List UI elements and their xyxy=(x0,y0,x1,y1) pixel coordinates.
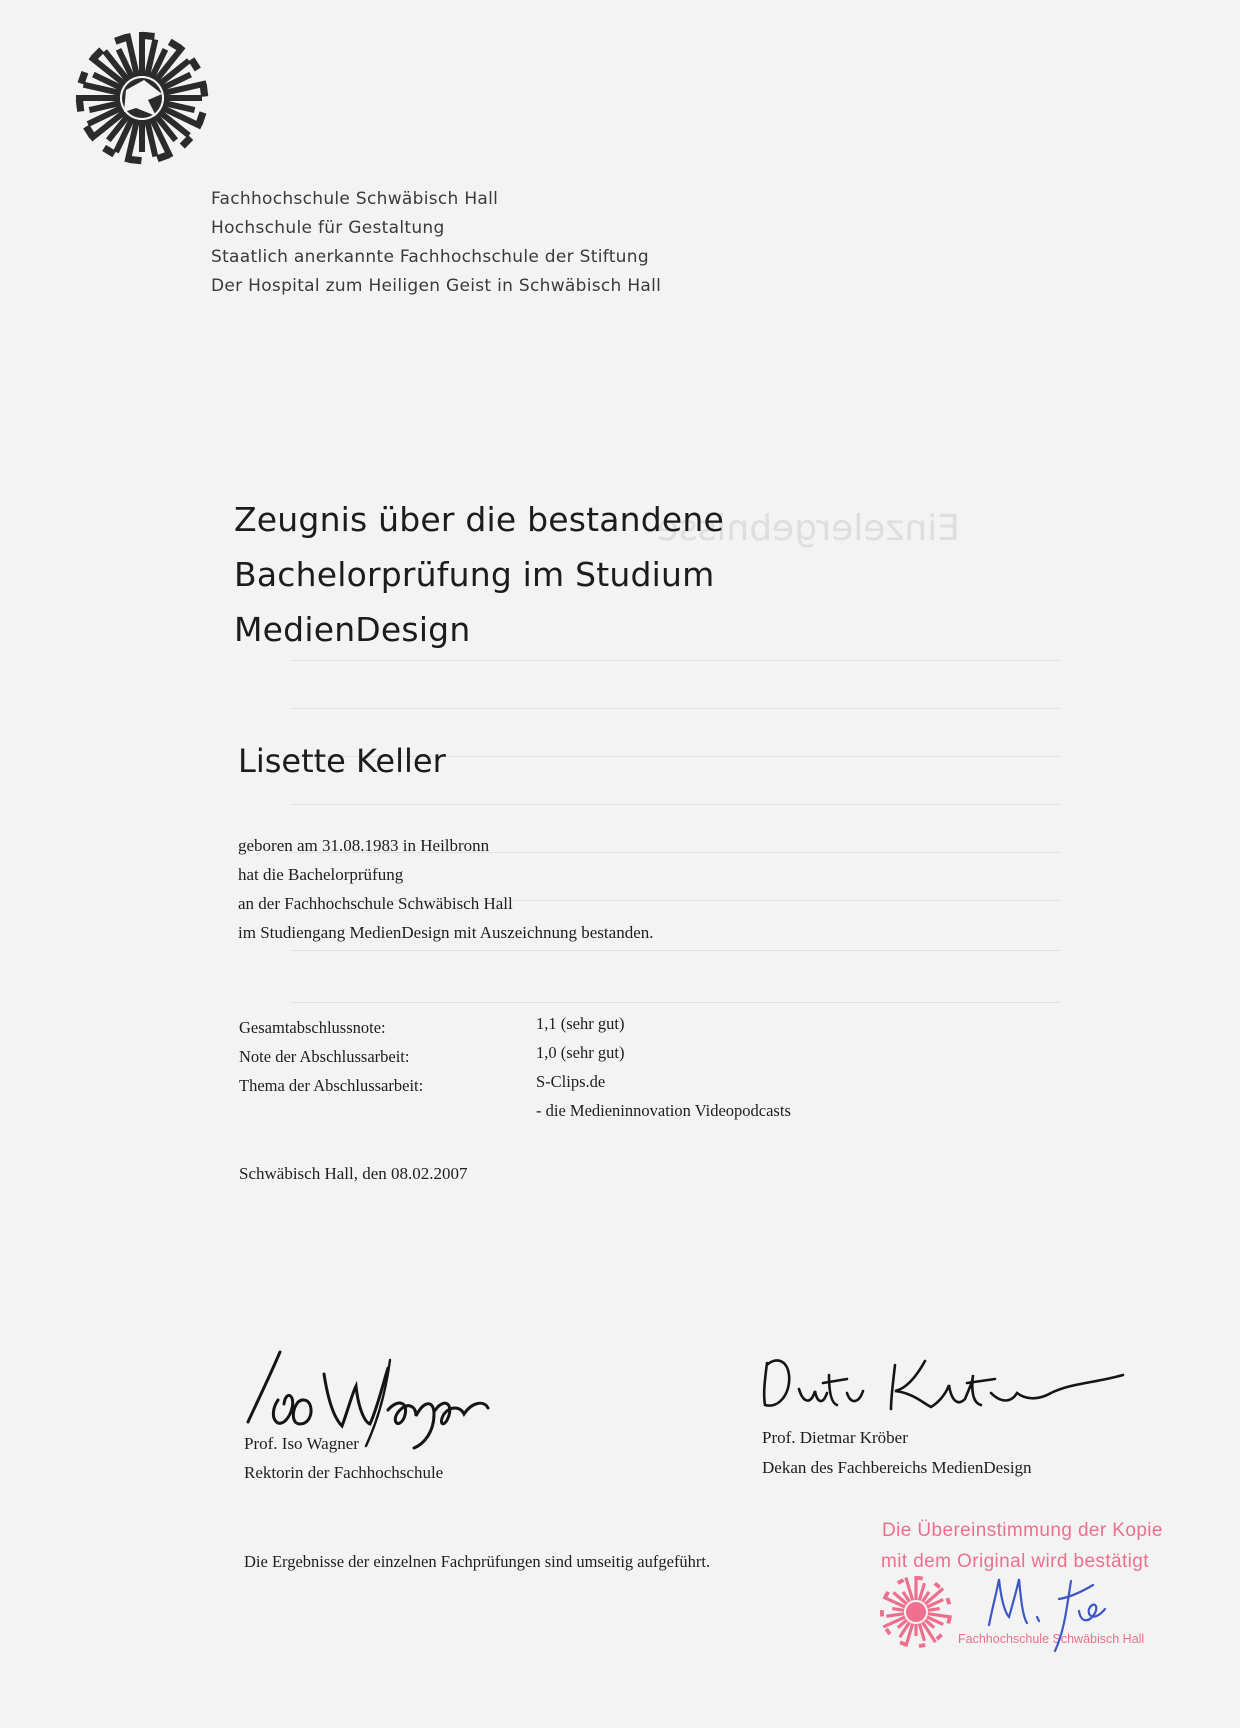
radial-sun-logo-icon xyxy=(72,28,212,168)
thesis-grade-value: 1,0 (sehr gut) xyxy=(536,1043,625,1062)
right-signatory-role: Dekan des Fachbereichs MedienDesign xyxy=(762,1458,1032,1477)
thesis-grade-label: Note der Abschlussarbeit: xyxy=(239,1047,410,1066)
stamp-line-2: mit dem Original wird bestätigt xyxy=(881,1551,1149,1572)
thesis-topic-subtitle: - die Medieninnovation Videopodcasts xyxy=(536,1101,791,1120)
overall-grade-value: 1,1 (sehr gut) xyxy=(536,1014,625,1033)
stamp-institution: Fachhochschule Schwäbisch Hall xyxy=(958,1632,1145,1646)
place-and-date: Schwäbisch Hall, den 08.02.2007 xyxy=(239,1164,468,1183)
overall-grade-label: Gesamtabschlussnote: xyxy=(239,1018,386,1037)
institution-subtitle: Hochschule für Gestaltung xyxy=(211,218,445,238)
reverse-show-through-rule xyxy=(290,660,1060,661)
institution-name: Fachhochschule Schwäbisch Hall xyxy=(211,189,499,209)
stamp-seal-icon xyxy=(876,1572,956,1652)
school-statement: an der Fachhochschule Schwäbisch Hall xyxy=(238,894,513,913)
stamp-ink-signature xyxy=(975,1565,1125,1655)
institution-foundation: Der Hospital zum Heiligen Geist in Schwäbisch Hall xyxy=(211,276,662,296)
reverse-show-through-heading: Einzelergebnisse xyxy=(656,508,960,549)
program-statement: im Studiengang MedienDesign mit Auszeichnung bestanden. xyxy=(238,923,654,942)
certificate-title-line-1: Zeugnis über die bestandene xyxy=(234,500,725,539)
results-footnote: Die Ergebnisse der einzelnen Fachprüfungen sind umseitig aufgeführt. xyxy=(244,1552,711,1571)
reverse-show-through-rule xyxy=(290,1002,1060,1003)
reverse-show-through-rule xyxy=(290,804,1060,805)
certificate-title-line-3: MedienDesign xyxy=(234,610,471,649)
thesis-topic-label: Thema der Abschlussarbeit: xyxy=(239,1076,424,1095)
right-signatory-name: Prof. Dietmar Kröber xyxy=(762,1428,908,1447)
certificate-title-line-2: Bachelorprüfung im Studium xyxy=(234,555,715,594)
left-signatory-name: Prof. Iso Wagner xyxy=(244,1434,359,1453)
institution-accreditation: Staatlich anerkannte Fachhochschule der Stiftung xyxy=(211,247,649,267)
left-signatory-role: Rektorin der Fachhochschule xyxy=(244,1463,444,1482)
birth-statement: geboren am 31.08.1983 in Heilbronn xyxy=(238,836,490,855)
student-name: Lisette Keller xyxy=(238,742,446,780)
stamp-line-1: Die Übereinstimmung der Kopie xyxy=(882,1520,1163,1541)
reverse-show-through-rule xyxy=(290,950,1060,951)
exam-statement: hat die Bachelorprüfung xyxy=(238,865,404,884)
thesis-topic-title: S-Clips.de xyxy=(536,1072,606,1091)
right-signature xyxy=(755,1345,1135,1425)
reverse-show-through-rule xyxy=(290,708,1060,709)
